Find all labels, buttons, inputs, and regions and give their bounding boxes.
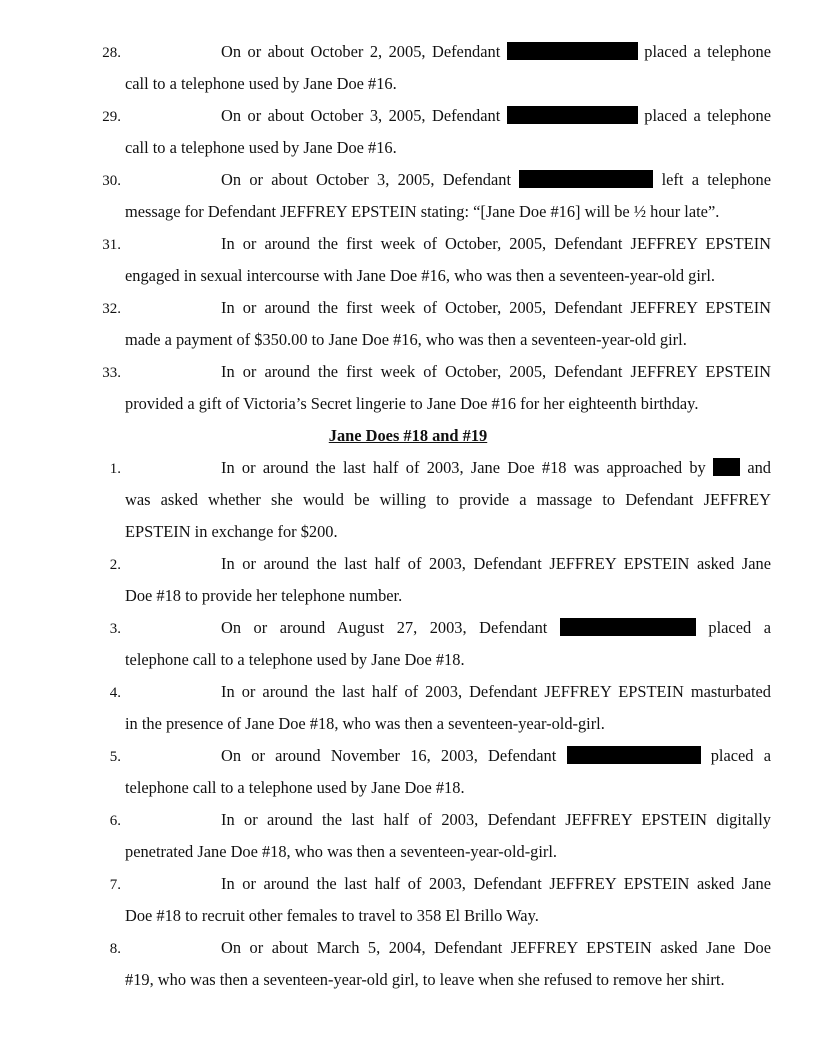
paragraph-number: 8. (109, 941, 121, 957)
paragraph-number: 29. (102, 109, 121, 125)
redaction-box (507, 42, 638, 60)
paragraph-number: 7. (109, 877, 121, 893)
paragraph-line: On or about October 3, 2005, Defendant placed a telephone (221, 106, 771, 125)
paragraph-number: 6. (109, 813, 121, 829)
paragraph-line: In or around the last half of 2003, Defendant JEFFREY EPSTEIN asked Jane (221, 874, 771, 893)
paragraph-line: message for Defendant JEFFREY EPSTEIN stating: “[Jane Doe #16] will be ½ hour late”. (125, 202, 720, 221)
paragraph-line: In or around the first week of October, 2005, Defendant JEFFREY EPSTEIN (221, 234, 771, 253)
paragraph-number: 5. (109, 749, 121, 765)
redaction-box (713, 458, 740, 476)
paragraph-line: Doe #18 to recruit other females to travel to 358 El Brillo Way. (125, 906, 539, 925)
paragraph-line: On or around August 27, 2003, Defendant placed a (221, 618, 771, 637)
paragraph-line: call to a telephone used by Jane Doe #16. (125, 138, 397, 157)
paragraph-number: 1. (109, 461, 121, 477)
paragraph-number: 3. (109, 621, 121, 637)
paragraph-line: On or about March 5, 2004, Defendant JEFFREY EPSTEIN asked Jane Doe (221, 938, 771, 957)
paragraph-line: call to a telephone used by Jane Doe #16. (125, 74, 397, 93)
paragraph-line: in the presence of Jane Doe #18, who was then a seventeen-year-old-girl. (125, 714, 605, 733)
paragraph-line: In or around the first week of October, 2005, Defendant JEFFREY EPSTEIN (221, 298, 771, 317)
paragraph-line: Doe #18 to provide her telephone number. (125, 586, 403, 605)
paragraph-number: 32. (102, 301, 121, 317)
redaction-box (519, 170, 653, 188)
paragraph-line: #19, who was then a seventeen-year-old girl, to leave when she refused to remove her shirt. (125, 970, 725, 989)
paragraph-line: penetrated Jane Doe #18, who was then a seventeen-year-old-girl. (125, 842, 558, 861)
paragraph-line: On or about October 3, 2005, Defendant left a telephone (221, 170, 771, 189)
redaction-box (560, 618, 696, 636)
redaction-box (567, 746, 701, 764)
paragraph-number: 2. (109, 557, 121, 573)
paragraph-line: provided a gift of Victoria’s Secret lingerie to Jane Doe #16 for her eighteenth birthday. (125, 394, 699, 413)
paragraph-line: was asked whether she would be willing to provide a massage to Defendant JEFFREY (125, 490, 771, 509)
paragraph-line: In or around the last half of 2003, Jane Doe #18 was approached by and (221, 458, 771, 477)
paragraph-line: In or around the first week of October, 2005, Defendant JEFFREY EPSTEIN (221, 362, 771, 381)
paragraph-line: telephone call to a telephone used by Jane Doe #18. (125, 778, 465, 797)
paragraph-line: EPSTEIN in exchange for $200. (125, 522, 338, 541)
paragraph-line: In or around the last half of 2003, Defendant JEFFREY EPSTEIN masturbated (221, 682, 771, 701)
section-heading: Jane Does #18 and #19 (328, 426, 488, 445)
paragraph-number: 30. (102, 173, 121, 189)
paragraph-number: 28. (102, 45, 121, 61)
paragraph-number: 4. (109, 685, 121, 701)
paragraph-line: In or around the last half of 2003, Defendant JEFFREY EPSTEIN digitally (221, 810, 771, 829)
paragraph-line: telephone call to a telephone used by Jane Doe #18. (125, 650, 465, 669)
paragraph-line: engaged in sexual intercourse with Jane Doe #16, who was then a seventeen-year-old girl. (125, 266, 715, 285)
paragraph-line: made a payment of $350.00 to Jane Doe #16, who was then a seventeen-year-old girl. (125, 330, 687, 349)
paragraph-line: On or around November 16, 2003, Defendant placed a (221, 746, 771, 765)
paragraph-number: 33. (102, 365, 121, 381)
redaction-box (507, 106, 638, 124)
paragraph-line: In or around the last half of 2003, Defendant JEFFREY EPSTEIN asked Jane (221, 554, 771, 573)
paragraph-line: On or about October 2, 2005, Defendant placed a telephone (221, 42, 771, 61)
paragraph-number: 31. (102, 237, 121, 253)
